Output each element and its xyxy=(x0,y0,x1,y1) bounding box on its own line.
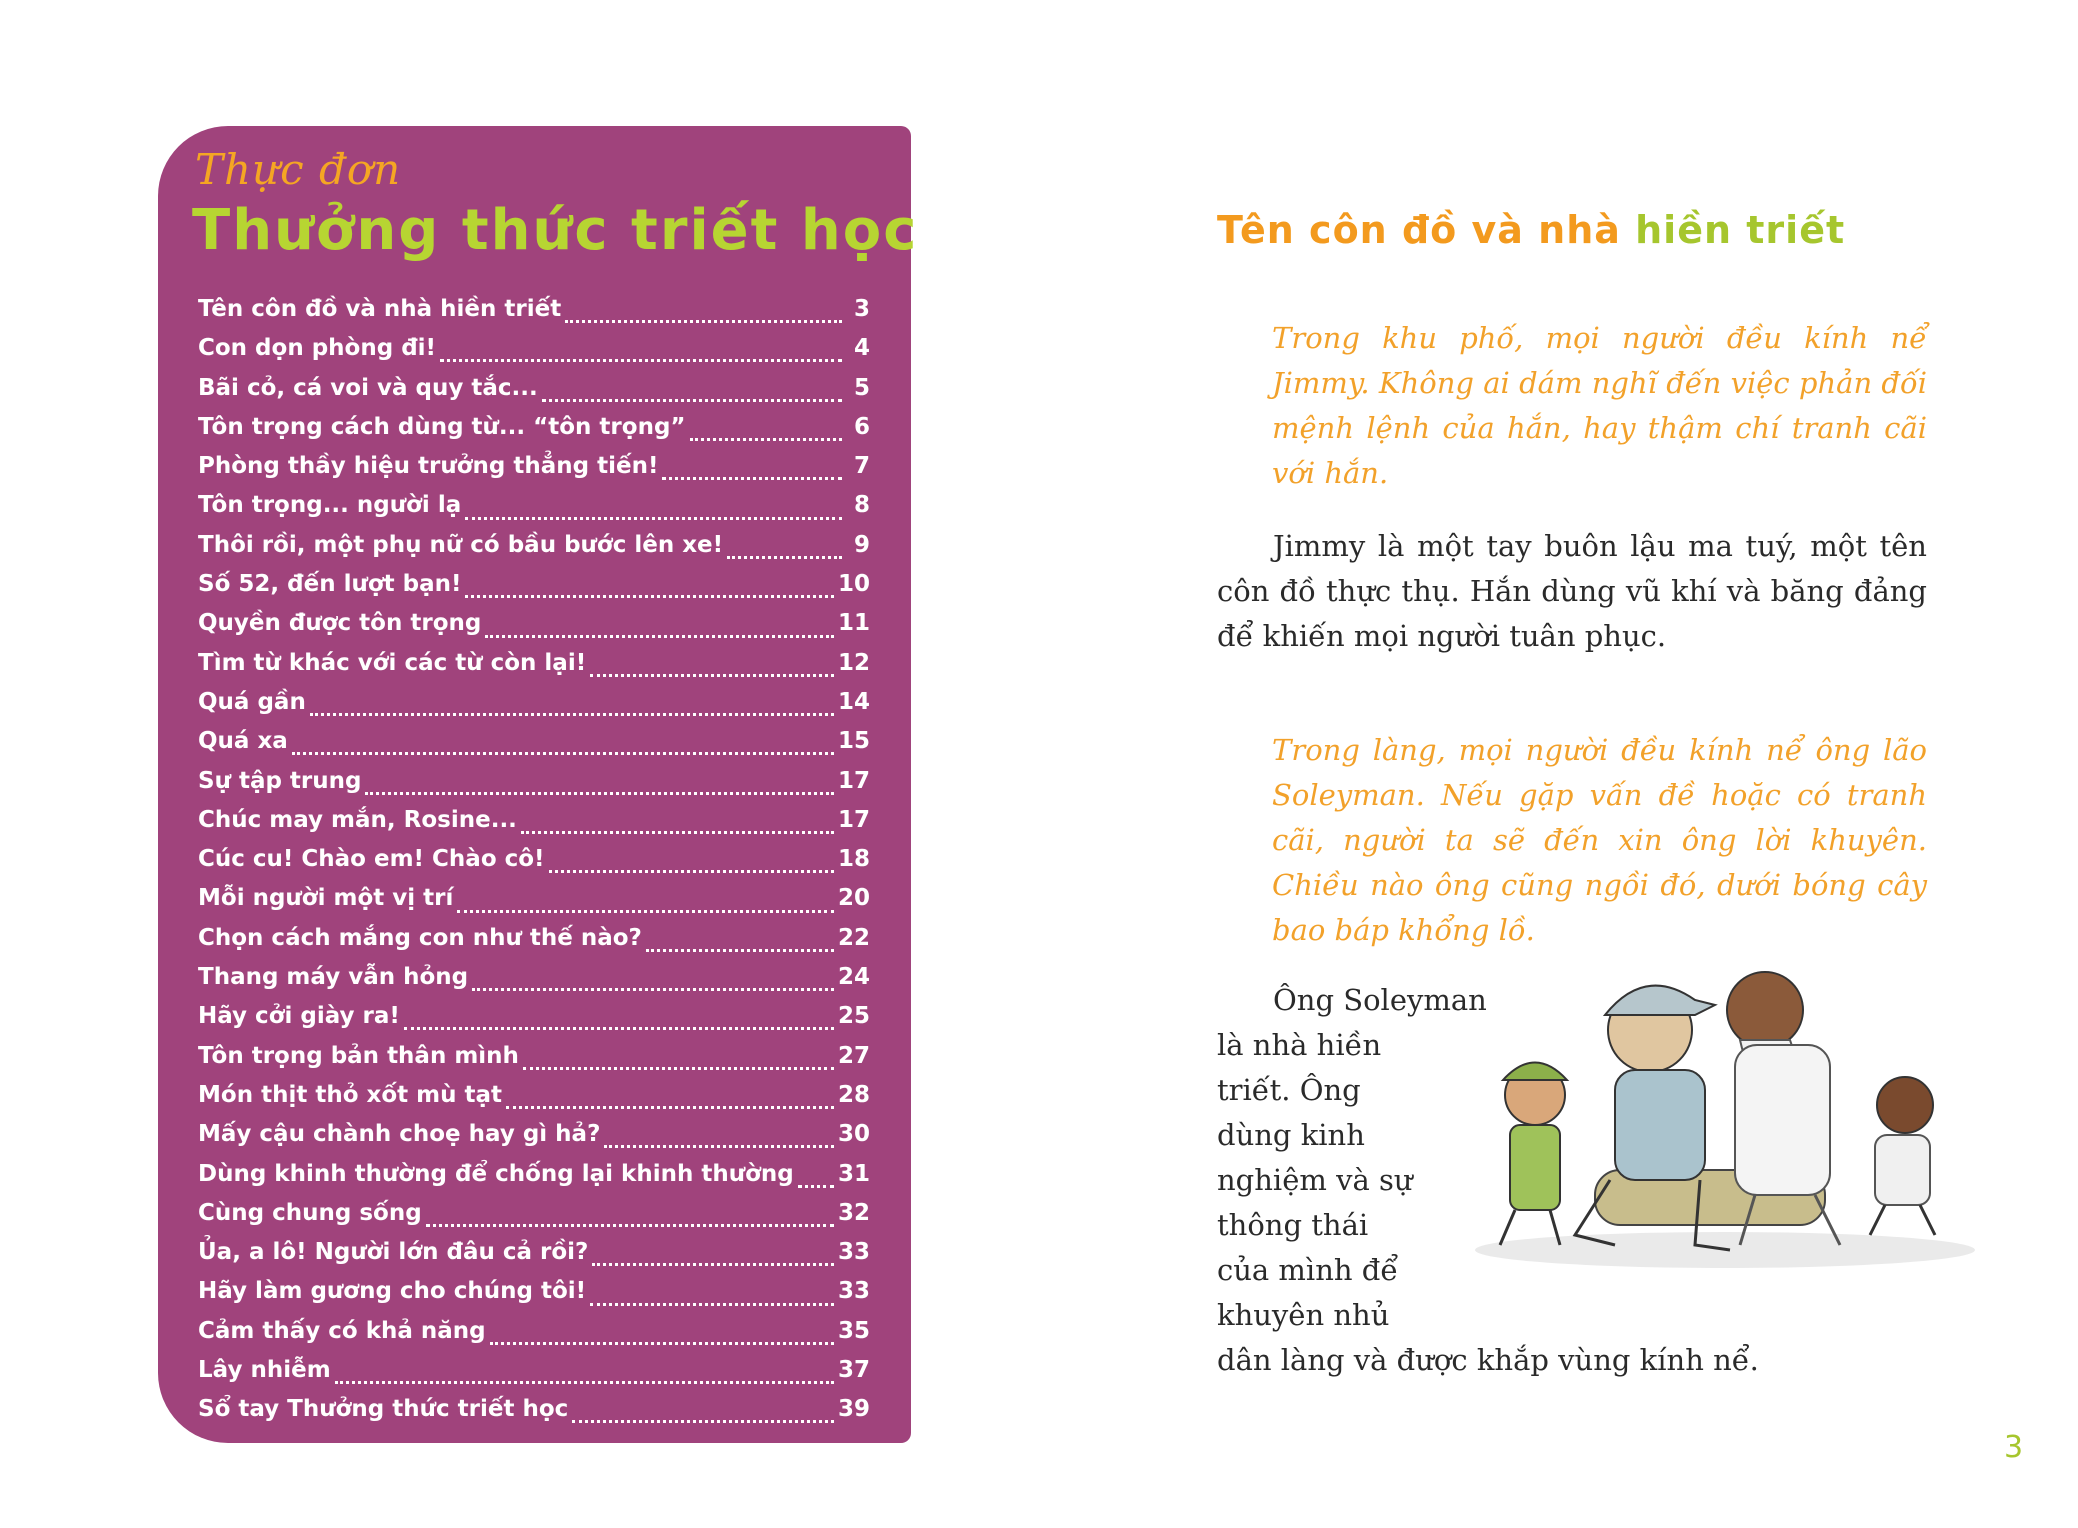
toc-item xyxy=(198,650,870,689)
toc-item-title: Tìm từ khác với các từ còn lại! xyxy=(198,649,587,676)
toc-item-title: Phòng thầy hiệu trưởng thẳng tiến! xyxy=(198,453,659,480)
toc-item-title: Cùng chung sống xyxy=(198,1199,422,1226)
toc-item-page: 10 xyxy=(837,571,870,598)
toc-leader-dots xyxy=(426,1224,834,1227)
toc-item xyxy=(198,375,870,414)
toc-item xyxy=(198,492,870,531)
toc-item-page: 8 xyxy=(853,492,870,519)
toc-leader-dots xyxy=(662,477,842,480)
toc-item-title: Ủa, a lô! Người lớn đâu cả rồi? xyxy=(198,1239,589,1266)
toc-item-title: Chúc may mắn, Rosine... xyxy=(198,806,517,833)
toc-item-title: Cảm thấy có khả năng xyxy=(198,1317,486,1344)
paragraph-line: thông thái xyxy=(1217,1208,1369,1242)
toc-leader-dots xyxy=(485,635,834,638)
toc-item xyxy=(198,1239,870,1278)
toc-item-page: 14 xyxy=(837,688,870,715)
toc-item xyxy=(198,1161,870,1200)
toc-item xyxy=(198,1318,870,1357)
toc-leader-dots xyxy=(590,674,834,677)
toc-item-title: Con dọn phòng đi! xyxy=(198,335,437,362)
toc-item-title: Thôi rồi, một phụ nữ có bầu bước lên xe! xyxy=(198,531,724,558)
toc-leader-dots xyxy=(335,1381,834,1384)
toc-item-page: 33 xyxy=(837,1278,870,1305)
toc-leader-dots xyxy=(727,556,842,559)
jimmy-paragraph: Jimmy là một tay buôn lậu ma tuý, một tên côn đồ thực thụ. Hắn dùng vũ khí và băng đảng để khiến mọi người tuân phục. xyxy=(1217,529,1927,653)
toc-item xyxy=(198,1121,870,1160)
toc-item-page: 27 xyxy=(837,1042,870,1069)
toc-item xyxy=(198,925,870,964)
toc-item xyxy=(198,1082,870,1121)
toc-leader-dots xyxy=(798,1185,834,1188)
toc-item-page: 35 xyxy=(837,1317,870,1344)
toc-item-title: Tên côn đồ và nhà hiền triết xyxy=(198,296,562,322)
toc-item xyxy=(198,453,870,492)
paragraph-line: của mình để xyxy=(1217,1253,1399,1287)
toc-item-page: 11 xyxy=(837,610,870,637)
toc-item-title: Quyền được tôn trọng xyxy=(198,610,482,637)
toc-leader-dots xyxy=(490,1342,834,1345)
toc-item-page: 37 xyxy=(837,1357,870,1384)
toc-item xyxy=(198,610,870,649)
toc-item-page: 32 xyxy=(837,1199,870,1226)
toc-item-page: 30 xyxy=(837,1121,870,1148)
toc-item-title: Tôn trọng bản thân mình xyxy=(198,1042,519,1069)
toc-item xyxy=(198,846,870,885)
toc-leader-dots xyxy=(523,1067,834,1070)
paragraph-line: nghiệm và sự xyxy=(1217,1163,1413,1197)
toc-item xyxy=(198,296,870,335)
toc-leader-dots xyxy=(604,1145,834,1148)
toc-item xyxy=(198,1003,870,1042)
toc-item-title: Tôn trọng... người lạ xyxy=(198,492,462,519)
story-title-part-2: hiền triết xyxy=(1635,208,1846,252)
toc-leader-dots xyxy=(542,399,842,402)
toc-item-page: 15 xyxy=(837,728,870,755)
toc-item-title: Hãy làm gương cho chúng tôi! xyxy=(198,1278,587,1305)
toc-leader-dots xyxy=(565,320,842,323)
intro-soleyman-paragraph: Trong làng, mọi người đều kính nể ông lão Soleyman. Nếu gặp vấn đề hoặc có tranh cãi, người ta sẽ đến xin ông lời khuyên. Chiều nào ông cũng ngồi đó, dưới bóng cây bao báp khổng lồ. xyxy=(1272,733,1927,947)
toc-item xyxy=(198,414,870,453)
intro-jimmy-paragraph: Trong khu phố, mọi người đều kính nể Jimmy. Không ai dám nghĩ đến việc phản đối mệnh lệnh của hắn, hay thậm chí tranh cãi với hắn. xyxy=(1272,321,1927,490)
story-title xyxy=(1217,208,1845,252)
toc-leader-dots xyxy=(457,910,834,913)
toc-item-page: 18 xyxy=(837,846,870,873)
toc-item-title: Số 52, đến lượt bạn! xyxy=(198,571,462,598)
toc-leader-dots xyxy=(404,1027,834,1030)
toc-item xyxy=(198,689,870,728)
toc-item xyxy=(198,807,870,846)
toc-item-page: 24 xyxy=(837,964,870,991)
toc-item xyxy=(198,768,870,807)
toc-item-page: 33 xyxy=(837,1239,870,1266)
toc-leader-dots xyxy=(690,438,842,441)
toc-leader-dots xyxy=(465,517,842,520)
toc-item-page: 17 xyxy=(837,806,870,833)
toc-item xyxy=(198,532,870,571)
toc-item xyxy=(198,335,870,374)
menu-kicker: Thực đơn xyxy=(195,145,402,194)
toc-item-page: 31 xyxy=(837,1160,870,1187)
toc-leader-dots xyxy=(506,1106,834,1109)
toc-item-page: 9 xyxy=(853,531,870,558)
paragraph-line: khuyên nhủ xyxy=(1217,1298,1390,1332)
toc-item xyxy=(198,964,870,1003)
toc-leader-dots xyxy=(592,1263,834,1266)
toc-leader-dots xyxy=(646,949,834,952)
toc-item-page: 25 xyxy=(837,1003,870,1030)
toc-leader-dots xyxy=(590,1303,834,1306)
toc-item-title: Mỗi người một vị trí xyxy=(198,885,454,912)
sage-and-boys-illustration xyxy=(1455,945,1975,1275)
toc-item-page: 39 xyxy=(837,1396,870,1423)
toc-item-title: Sự tập trung xyxy=(198,767,362,794)
toc-item-title: Hãy cởi giày ra! xyxy=(198,1003,400,1030)
toc-leader-dots xyxy=(521,831,834,834)
toc-item-title: Món thịt thỏ xốt mù tạt xyxy=(198,1081,502,1108)
toc-item xyxy=(198,885,870,924)
toc-item-title: Sổ tay Thưởng thức triết học xyxy=(198,1396,569,1423)
toc-item xyxy=(198,1043,870,1082)
toc-leader-dots xyxy=(572,1420,834,1423)
toc-item-title: Lây nhiễm xyxy=(198,1357,331,1384)
toc-item-title: Quá gần xyxy=(198,688,306,715)
toc-item xyxy=(198,728,870,767)
toc-item-title: Mấy cậu chành choẹ hay gì hả? xyxy=(198,1121,601,1148)
toc-leader-dots xyxy=(365,792,834,795)
paragraph-line: dùng kinh xyxy=(1217,1118,1365,1152)
toc-item-page: 7 xyxy=(853,453,870,480)
toc-item-page: 5 xyxy=(853,374,870,401)
toc-item-title: Quá xa xyxy=(198,728,288,755)
toc-item-page: 3 xyxy=(853,296,870,322)
toc-item xyxy=(198,571,870,610)
paragraph-line: dân làng và được khắp vùng kính nể. xyxy=(1217,1343,1759,1377)
toc-item-page: 22 xyxy=(837,924,870,951)
paragraph-line: là nhà hiền xyxy=(1217,1028,1382,1062)
toc-item-page: 4 xyxy=(853,335,870,362)
toc-item xyxy=(198,1200,870,1239)
toc-item-title: Thang máy vẫn hỏng xyxy=(198,964,469,991)
table-of-contents xyxy=(198,296,870,1436)
paragraph-line: Ông Soleyman xyxy=(1273,983,1487,1017)
toc-item-page: 20 xyxy=(837,885,870,912)
toc-leader-dots xyxy=(472,988,834,991)
toc-item-page: 12 xyxy=(837,649,870,676)
page-number: 3 xyxy=(2004,1430,2024,1465)
toc-leader-dots xyxy=(549,870,834,873)
toc-item-title: Bãi cỏ, cá voi và quy tắc... xyxy=(198,374,538,401)
menu-title: Thưởng thức triết học xyxy=(192,198,919,263)
toc-item-page: 28 xyxy=(837,1081,870,1108)
toc-item xyxy=(198,1396,870,1435)
toc-leader-dots xyxy=(465,595,834,598)
toc-item-title: Tôn trọng cách dùng từ... “tôn trọng” xyxy=(198,413,686,440)
toc-item-page: 6 xyxy=(853,413,870,440)
toc-leader-dots xyxy=(292,752,834,755)
toc-leader-dots xyxy=(310,713,834,716)
toc-item xyxy=(198,1278,870,1317)
toc-item-title: Cúc cu! Chào em! Chào cô! xyxy=(198,846,545,873)
toc-item-page: 17 xyxy=(837,767,870,794)
toc-item-title: Dùng khinh thường để chống lại khinh thường xyxy=(198,1160,794,1187)
story-title-part-1: Tên côn đồ và nhà xyxy=(1217,208,1636,252)
toc-item-title: Chọn cách mắng con như thế nào? xyxy=(198,924,642,951)
toc-item xyxy=(198,1357,870,1396)
toc-leader-dots xyxy=(440,359,842,362)
paragraph-line: triết. Ông xyxy=(1217,1073,1361,1107)
